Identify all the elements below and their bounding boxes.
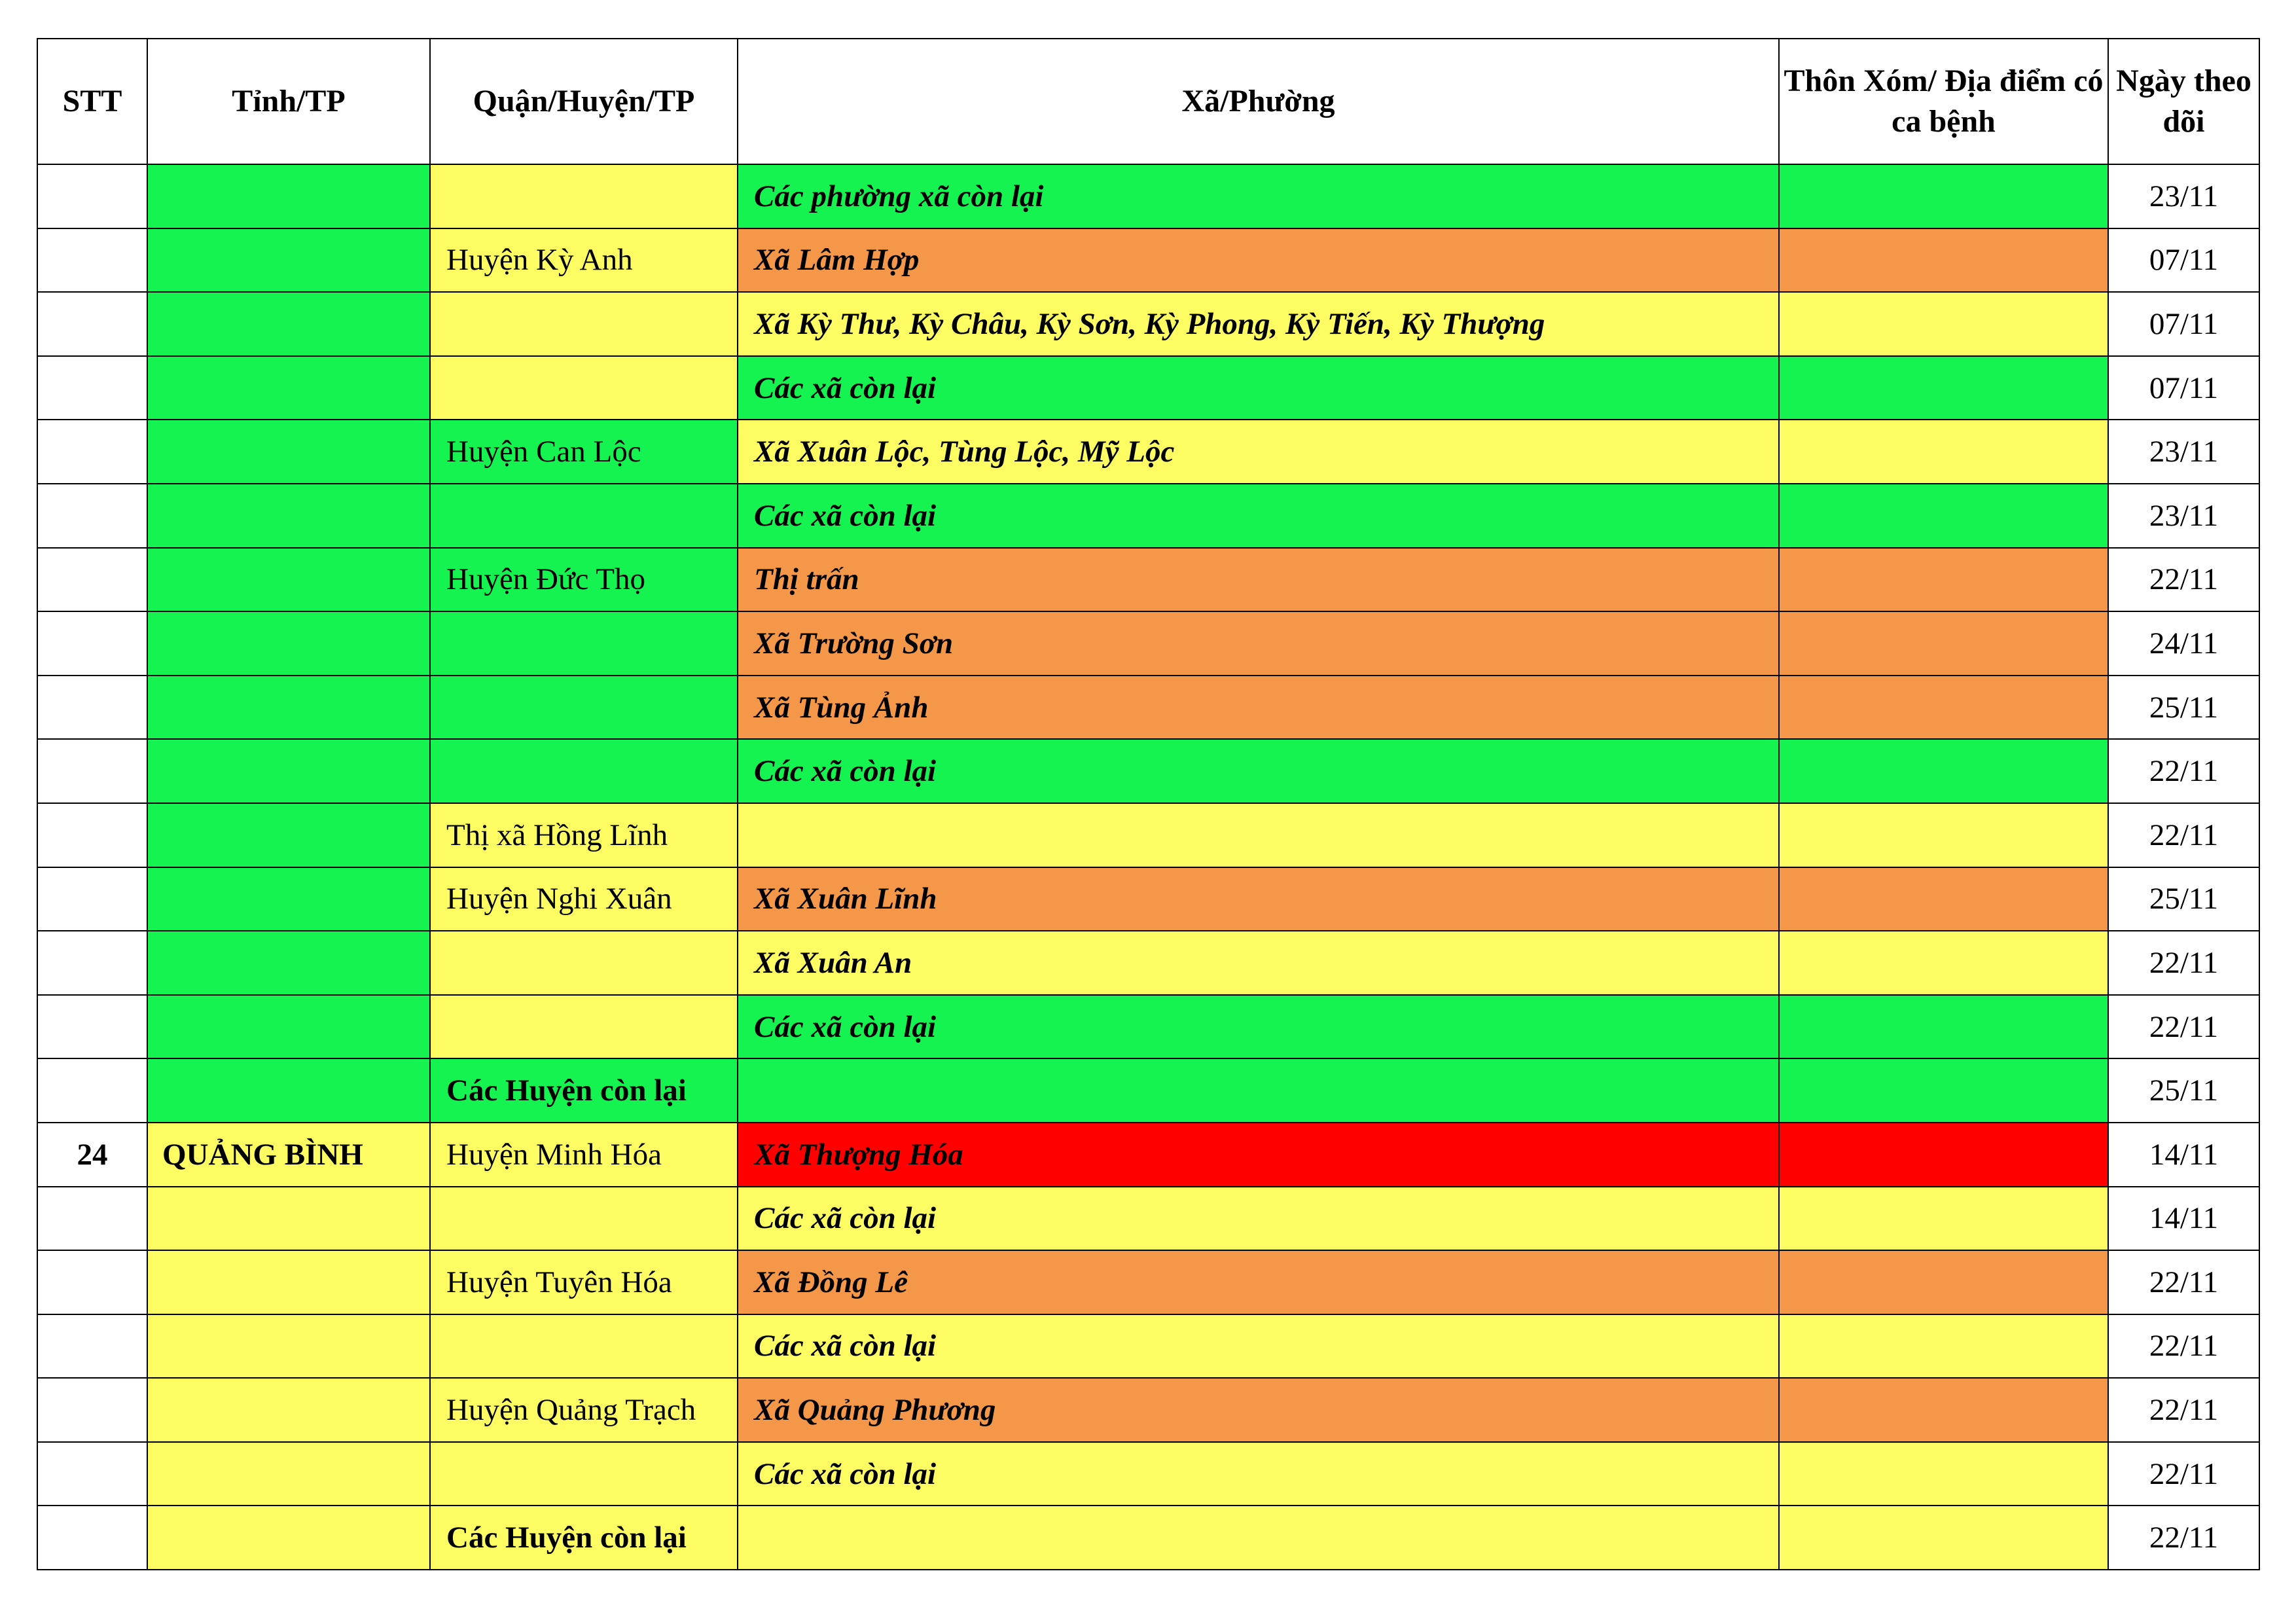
cell-ward xyxy=(738,1058,1779,1123)
cell-stt xyxy=(37,995,147,1059)
table-row xyxy=(37,228,2259,293)
cell-ward: Các xã còn lại xyxy=(738,995,1779,1059)
cell-date: 23/11 xyxy=(2108,164,2259,228)
cell-province xyxy=(147,803,430,867)
cell-date: 07/11 xyxy=(2108,292,2259,356)
cell-date: 23/11 xyxy=(2108,484,2259,548)
cell-stt xyxy=(37,1378,147,1442)
cell-hamlet xyxy=(1779,676,2108,740)
table-row xyxy=(37,1187,2259,1251)
table-row xyxy=(37,356,2259,420)
cell-date: 25/11 xyxy=(2108,676,2259,740)
table-row xyxy=(37,1250,2259,1314)
cell-province xyxy=(147,739,430,803)
table-row xyxy=(37,739,2259,803)
cell-hamlet xyxy=(1779,1187,2108,1251)
cell-stt xyxy=(37,1314,147,1379)
table-row xyxy=(37,1506,2259,1570)
covid-zone-table xyxy=(37,38,2260,1570)
cell-province xyxy=(147,1442,430,1506)
header-row xyxy=(37,39,2259,164)
cell-district: Các Huyện còn lại xyxy=(430,1506,738,1570)
cell-stt: 24 xyxy=(37,1123,147,1187)
table-row xyxy=(37,164,2259,228)
cell-ward: Các xã còn lại xyxy=(738,484,1779,548)
cell-district xyxy=(430,356,738,420)
cell-stt xyxy=(37,1506,147,1570)
cell-ward xyxy=(738,1506,1779,1570)
cell-hamlet xyxy=(1779,1378,2108,1442)
cell-stt xyxy=(37,1250,147,1314)
cell-ward: Các xã còn lại xyxy=(738,1187,1779,1251)
cell-date: 22/11 xyxy=(2108,803,2259,867)
cell-stt xyxy=(37,867,147,931)
cell-hamlet xyxy=(1779,931,2108,995)
cell-district xyxy=(430,1187,738,1251)
cell-date: 23/11 xyxy=(2108,420,2259,484)
cell-stt xyxy=(37,228,147,293)
cell-district xyxy=(430,1442,738,1506)
cell-province xyxy=(147,164,430,228)
cell-ward: Xã Đồng Lê xyxy=(738,1250,1779,1314)
table-row xyxy=(37,1314,2259,1379)
cell-hamlet xyxy=(1779,356,2108,420)
cell-hamlet xyxy=(1779,164,2108,228)
table-row xyxy=(37,803,2259,867)
cell-date: 22/11 xyxy=(2108,1506,2259,1570)
table-row xyxy=(37,548,2259,612)
cell-ward xyxy=(738,803,1779,867)
cell-district xyxy=(430,676,738,740)
cell-district: Thị xã Hồng Lĩnh xyxy=(430,803,738,867)
cell-date: 22/11 xyxy=(2108,1314,2259,1379)
cell-date: 14/11 xyxy=(2108,1187,2259,1251)
cell-date: 25/11 xyxy=(2108,1058,2259,1123)
cell-date: 22/11 xyxy=(2108,739,2259,803)
cell-ward: Xã Tùng Ảnh xyxy=(738,676,1779,740)
cell-ward: Thị trấn xyxy=(738,548,1779,612)
cell-ward: Các xã còn lại xyxy=(738,1442,1779,1506)
cell-province xyxy=(147,228,430,293)
cell-date: 07/11 xyxy=(2108,356,2259,420)
cell-province xyxy=(147,931,430,995)
table-row xyxy=(37,995,2259,1059)
cell-ward: Các phường xã còn lại xyxy=(738,164,1779,228)
cell-hamlet xyxy=(1779,292,2108,356)
cell-hamlet xyxy=(1779,1123,2108,1187)
cell-province xyxy=(147,1506,430,1570)
cell-district: Huyện Can Lộc xyxy=(430,420,738,484)
cell-stt xyxy=(37,420,147,484)
cell-province xyxy=(147,548,430,612)
table-row xyxy=(37,1378,2259,1442)
table-row xyxy=(37,1442,2259,1506)
cell-province xyxy=(147,1314,430,1379)
cell-province xyxy=(147,356,430,420)
cell-hamlet xyxy=(1779,1442,2108,1506)
cell-stt xyxy=(37,676,147,740)
cell-stt xyxy=(37,548,147,612)
table-row xyxy=(37,1123,2259,1187)
cell-date: 14/11 xyxy=(2108,1123,2259,1187)
cell-province xyxy=(147,1058,430,1123)
cell-stt xyxy=(37,931,147,995)
cell-hamlet xyxy=(1779,1314,2108,1379)
cell-district xyxy=(430,164,738,228)
cell-stt xyxy=(37,803,147,867)
cell-province xyxy=(147,484,430,548)
cell-hamlet xyxy=(1779,548,2108,612)
cell-date: 22/11 xyxy=(2108,1250,2259,1314)
cell-stt xyxy=(37,1442,147,1506)
cell-hamlet xyxy=(1779,420,2108,484)
cell-province xyxy=(147,1378,430,1442)
table-row xyxy=(37,611,2259,676)
cell-stt xyxy=(37,164,147,228)
header-stt: STT xyxy=(37,39,147,164)
cell-ward: Xã Xuân Lộc, Tùng Lộc, Mỹ Lộc xyxy=(738,420,1779,484)
cell-stt xyxy=(37,1058,147,1123)
cell-district: Huyện Minh Hóa xyxy=(430,1123,738,1187)
cell-ward: Xã Quảng Phương xyxy=(738,1378,1779,1442)
cell-ward: Các xã còn lại xyxy=(738,739,1779,803)
table-row xyxy=(37,292,2259,356)
cell-date: 22/11 xyxy=(2108,548,2259,612)
header-district: Quận/Huyện/TP xyxy=(430,39,738,164)
cell-ward: Các xã còn lại xyxy=(738,356,1779,420)
table-row xyxy=(37,420,2259,484)
cell-province xyxy=(147,420,430,484)
cell-district xyxy=(430,995,738,1059)
cell-hamlet xyxy=(1779,1058,2108,1123)
cell-district xyxy=(430,292,738,356)
cell-hamlet xyxy=(1779,1250,2108,1314)
cell-province xyxy=(147,867,430,931)
cell-hamlet xyxy=(1779,995,2108,1059)
cell-ward: Xã Trường Sơn xyxy=(738,611,1779,676)
cell-ward: Các xã còn lại xyxy=(738,1314,1779,1379)
cell-district xyxy=(430,931,738,995)
table-row xyxy=(37,867,2259,931)
cell-hamlet xyxy=(1779,611,2108,676)
cell-district xyxy=(430,1314,738,1379)
cell-date: 07/11 xyxy=(2108,228,2259,293)
header-ward: Xã/Phường xyxy=(738,39,1779,164)
cell-district: Huyện Nghi Xuân xyxy=(430,867,738,931)
cell-province xyxy=(147,611,430,676)
cell-province: QUẢNG BÌNH xyxy=(147,1123,430,1187)
cell-hamlet xyxy=(1779,867,2108,931)
cell-ward: Xã Lâm Hợp xyxy=(738,228,1779,293)
table-row xyxy=(37,931,2259,995)
table-row xyxy=(37,676,2259,740)
cell-province xyxy=(147,995,430,1059)
cell-stt xyxy=(37,292,147,356)
cell-ward: Xã Xuân Lĩnh xyxy=(738,867,1779,931)
cell-stt xyxy=(37,356,147,420)
cell-hamlet xyxy=(1779,803,2108,867)
cell-stt xyxy=(37,1187,147,1251)
cell-district: Huyện Đức Thọ xyxy=(430,548,738,612)
cell-district xyxy=(430,484,738,548)
header-hamlet: Thôn Xóm/ Địa điểm có ca bệnh xyxy=(1779,39,2108,164)
cell-ward: Xã Kỳ Thư, Kỳ Châu, Kỳ Sơn, Kỳ Phong, Kỳ Tiến, Kỳ Thượng xyxy=(738,292,1779,356)
cell-province xyxy=(147,676,430,740)
cell-hamlet xyxy=(1779,484,2108,548)
cell-district xyxy=(430,739,738,803)
cell-date: 22/11 xyxy=(2108,1378,2259,1442)
cell-date: 22/11 xyxy=(2108,931,2259,995)
cell-district: Huyện Tuyên Hóa xyxy=(430,1250,738,1314)
cell-province xyxy=(147,292,430,356)
cell-hamlet xyxy=(1779,739,2108,803)
cell-province xyxy=(147,1187,430,1251)
cell-date: 24/11 xyxy=(2108,611,2259,676)
table-row xyxy=(37,1058,2259,1123)
cell-district xyxy=(430,611,738,676)
cell-district: Các Huyện còn lại xyxy=(430,1058,738,1123)
cell-district: Huyện Quảng Trạch xyxy=(430,1378,738,1442)
header-province: Tỉnh/TP xyxy=(147,39,430,164)
cell-ward: Xã Thượng Hóa xyxy=(738,1123,1779,1187)
cell-date: 22/11 xyxy=(2108,1442,2259,1506)
cell-hamlet xyxy=(1779,1506,2108,1570)
table-row xyxy=(37,484,2259,548)
cell-province xyxy=(147,1250,430,1314)
header-date: Ngày theo dõi xyxy=(2108,39,2259,164)
cell-date: 25/11 xyxy=(2108,867,2259,931)
cell-stt xyxy=(37,739,147,803)
cell-stt xyxy=(37,484,147,548)
cell-ward: Xã Xuân An xyxy=(738,931,1779,995)
cell-date: 22/11 xyxy=(2108,995,2259,1059)
cell-district: Huyện Kỳ Anh xyxy=(430,228,738,293)
cell-hamlet xyxy=(1779,228,2108,293)
cell-stt xyxy=(37,611,147,676)
